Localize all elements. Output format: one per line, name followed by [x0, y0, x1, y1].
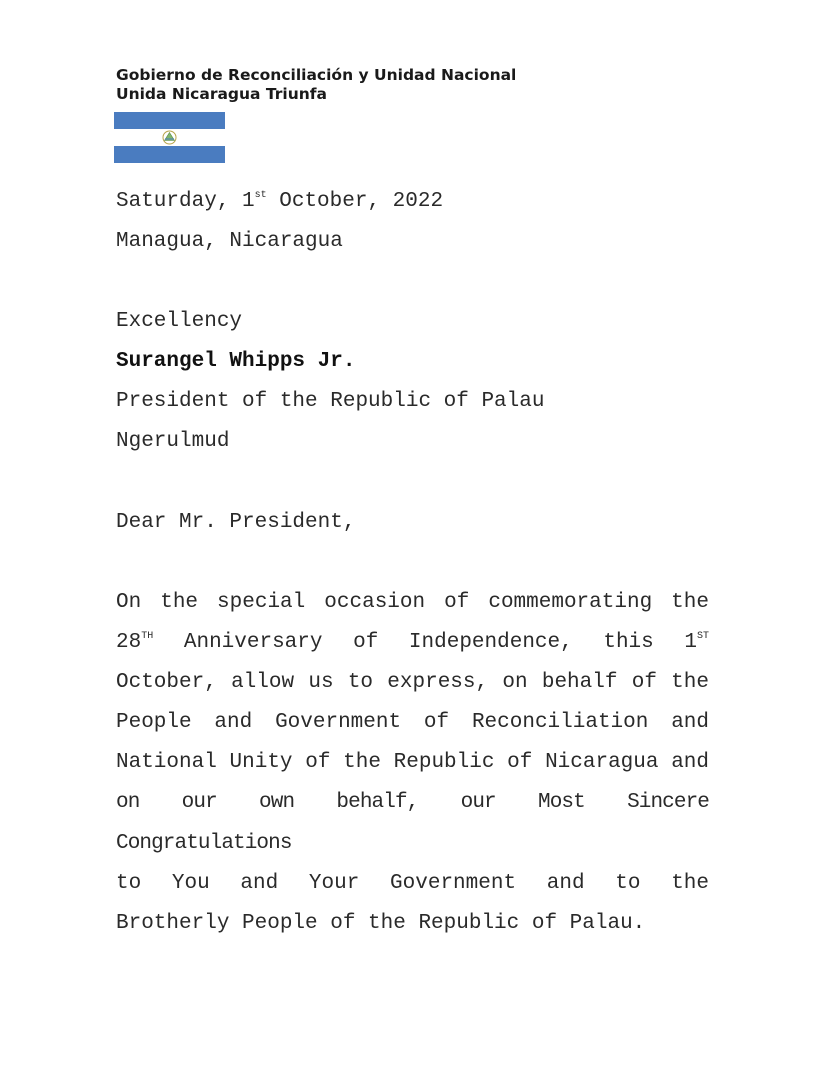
paragraph-line: People and Government of Reconciliation and	[116, 711, 709, 735]
paragraph-line: Brotherly People of the Republic of Palau.	[116, 911, 646, 935]
anniversary-text: Anniversary of Independence, this 1	[183, 631, 697, 655]
flag-top-stripe	[114, 112, 225, 129]
anniversary-number: 28	[116, 631, 142, 655]
letterhead-slogan: Unida Nicaragua Triunfa	[116, 85, 328, 103]
paragraph-line: On the special occasion of commemorating the	[116, 591, 709, 614]
date-month-year: October, 2022	[266, 190, 444, 213]
flag-bottom-stripe	[114, 146, 225, 163]
date-day: Saturday, 1	[116, 190, 255, 213]
letterhead-government-name: Gobierno de Reconciliación y Unidad Nacional	[116, 66, 517, 84]
paragraph-line: National Unity of the Republic of Nicaragua and	[116, 751, 709, 775]
recipient-honorific: Excellency	[116, 310, 243, 333]
recipient-title: President of the Republic of Palau	[116, 390, 545, 414]
letterhead	[116, 66, 516, 104]
paragraph-line	[116, 623, 709, 663]
recipient-block	[116, 302, 709, 462]
date-place-block	[116, 182, 709, 262]
date-ordinal: st	[254, 190, 267, 201]
day-ordinal: ST	[696, 631, 709, 643]
salutation	[116, 503, 709, 543]
paragraph-line: on our own behalf, our Most Sincere Congratulations	[116, 791, 709, 855]
paragraph-line: October, allow us to express, on behalf of the	[116, 671, 709, 695]
recipient-city: Ngerulmud	[116, 430, 230, 454]
letter-place: Managua, Nicaragua	[116, 230, 343, 254]
letter-body-paragraph	[116, 583, 709, 944]
letter-date	[116, 182, 709, 222]
salutation-text: Dear Mr. President,	[116, 511, 356, 534]
anniversary-ordinal: TH	[141, 631, 154, 643]
paragraph-line: to You and Your Government and to the	[116, 871, 709, 895]
recipient-name: Surangel Whipps Jr.	[116, 350, 356, 374]
nicaragua-flag-icon	[114, 112, 225, 163]
